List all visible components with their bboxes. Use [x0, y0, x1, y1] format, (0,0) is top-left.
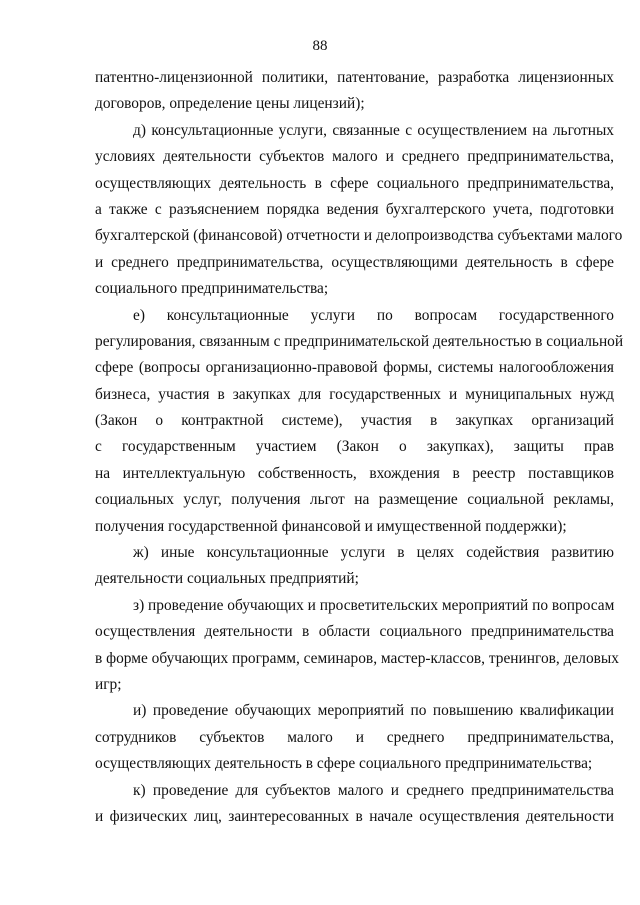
- text-line: е) консультационные услуги по вопросам государственного: [133, 306, 614, 324]
- text-line: сотрудников субъектов малого и среднего предпринимательства,: [95, 728, 614, 746]
- text-line: и среднего предпринимательства, осуществляющими деятельность в сфере: [95, 253, 614, 271]
- text-line: игр;: [95, 675, 122, 693]
- text-line: бухгалтерской (финансовой) отчетности и делопроизводства субъектами малого: [95, 227, 623, 245]
- text-line: осуществляющих деятельность в сфере социального предпринимательства,: [95, 174, 614, 192]
- text-line: в форме обучающих программ, семинаров, мастер-классов, тренингов, деловых: [95, 649, 619, 667]
- text-line: с государственным участием (Закон о закупках), защиты прав: [95, 438, 614, 456]
- text-line: и) проведение обучающих мероприятий по повышению квалификации: [133, 702, 614, 720]
- text-line: социального предпринимательства;: [95, 280, 329, 298]
- text-line: деятельности социальных предприятий;: [95, 570, 359, 588]
- paragraph: [95, 778, 614, 831]
- text-line: на интеллектуальную собственность, вхождения в реестр поставщиков: [95, 464, 614, 482]
- text-line: осуществляющих деятельность в сфере социального предпринимательства;: [95, 755, 593, 773]
- text-line: патентно-лицензионной политики, патентование, разработка лицензионных: [95, 69, 614, 86]
- text-line: сфере (вопросы организационно-правовой формы, системы налогообложения: [95, 359, 614, 377]
- text-line: условиях деятельности субъектов малого и среднего предпринимательства,: [95, 148, 614, 166]
- paragraph: [95, 593, 619, 699]
- text-line: а также с разъяснением порядка ведения бухгалтерского учета, подготовки: [95, 200, 614, 218]
- paragraph: [95, 118, 623, 303]
- text-line: (Закон о контрактной системе), участия в закупках организаций: [95, 412, 614, 430]
- text-line: осуществления деятельности в области социального предпринимательства: [95, 623, 614, 641]
- paragraph: [95, 540, 614, 593]
- text-line: з) проведение обучающих и просветительских мероприятий по вопросам: [133, 596, 615, 614]
- document-body: [95, 65, 624, 830]
- text-line: бизнеса, участия в закупках для государственных и муниципальных нужд: [95, 385, 614, 403]
- page-number: 88: [312, 38, 328, 54]
- text-line: получения государственной финансовой и имущественной поддержки);: [95, 517, 567, 535]
- paragraph: [95, 698, 614, 777]
- text-line: и физических лиц, заинтересованных в начале осуществления деятельности: [95, 807, 614, 825]
- text-line: к) проведение для субъектов малого и среднего предпринимательства: [133, 781, 614, 799]
- text-line: ж) иные консультационные услуги в целях содействия развитию: [133, 544, 614, 562]
- text-line: д) консультационные услуги, связанные с осуществлением на льготных: [133, 121, 614, 139]
- text-line: договоров, определение цены лицензий);: [95, 95, 365, 113]
- paragraph: [95, 65, 614, 118]
- paragraph: [95, 303, 624, 541]
- text-line: регулирования, связанным с предпринимательской деятельностью в социальной: [95, 332, 624, 350]
- text-line: социальных услуг, получения льгот на размещение социальной рекламы,: [95, 491, 614, 509]
